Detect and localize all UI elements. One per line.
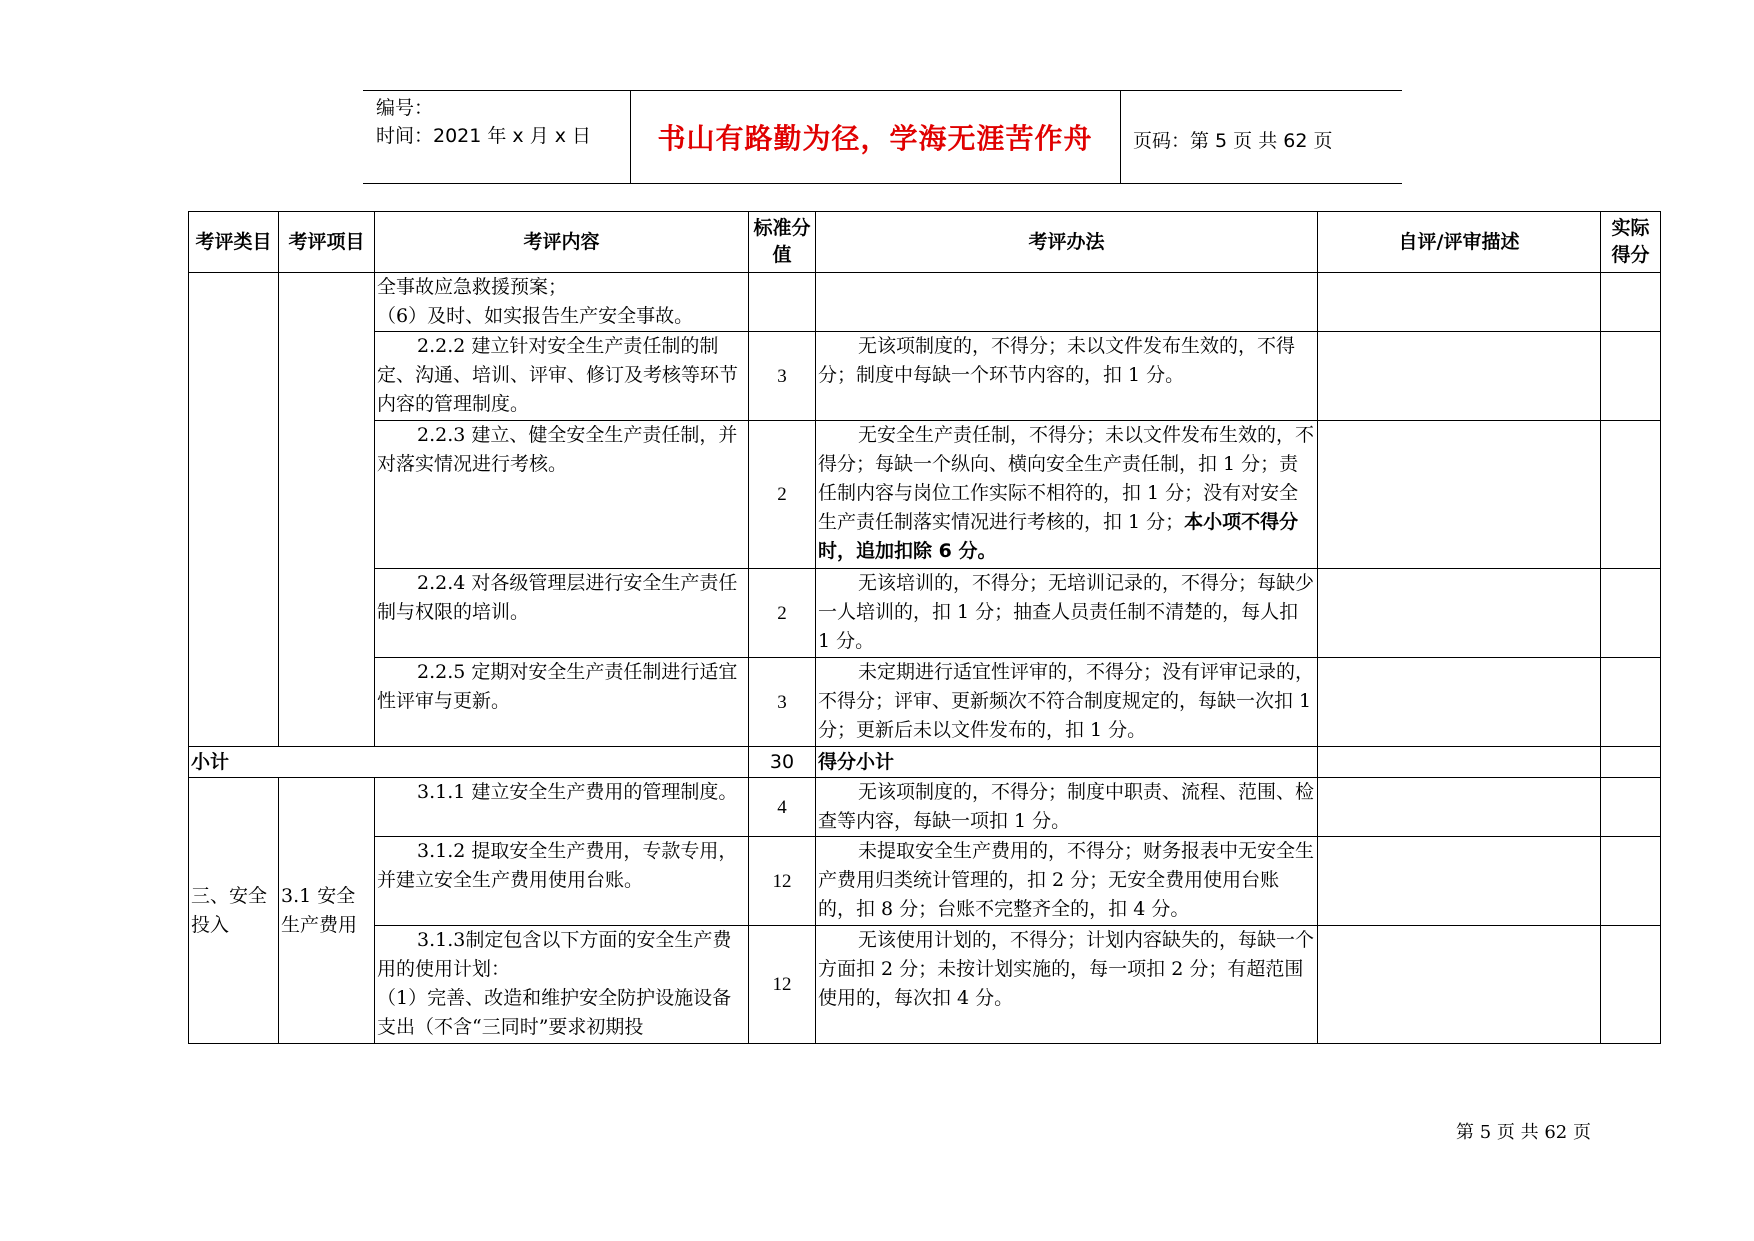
- header-bottom-rule: [363, 183, 1402, 184]
- item-cell: [279, 273, 375, 747]
- content-cell: [375, 273, 749, 332]
- content-cell: [375, 837, 749, 926]
- score-cell: 12: [749, 837, 816, 926]
- score-cell: 2: [749, 421, 816, 569]
- self-eval-cell: [1318, 926, 1601, 1044]
- category-cell: [189, 273, 279, 747]
- score-cell: [749, 273, 816, 332]
- method-text: 无安全生产责任制，不得分；未以文件发布生效的，不得分；每缺一个纵向、横向安全生产责任制，扣 1 分；责任制内容与岗位工作实际不相符的，扣 1 分；没有对安全生产责任制落实情况进行考核的，扣 1 分；: [818, 424, 1315, 533]
- method-cell: [816, 569, 1318, 658]
- subtotal-method: 得分小计: [816, 747, 1318, 778]
- method-cell: [816, 332, 1318, 421]
- table-row: [189, 569, 1661, 658]
- header-motto: 书山有路勤为径，学海无涯苦作舟: [657, 122, 1093, 155]
- content-cell: [375, 778, 749, 837]
- self-eval-cell: [1318, 837, 1601, 926]
- method-cell: [816, 778, 1318, 837]
- content-cell: [375, 332, 749, 421]
- actual-score-cell: [1601, 837, 1661, 926]
- actual-score-cell: [1601, 778, 1661, 837]
- subtotal-label: 小计: [189, 747, 749, 778]
- content-text: 3.1.1 建立安全生产费用的管理制度。: [417, 781, 738, 803]
- method-cell: [816, 273, 1318, 332]
- content-text: 3.1.3制定包含以下方面的安全生产费用的使用计划：: [377, 929, 732, 980]
- header-page-code: 页码：第 5 页 共 62 页: [1133, 130, 1333, 152]
- table-row: [189, 421, 1661, 569]
- method-cell: [816, 926, 1318, 1044]
- score-cell: 3: [749, 332, 816, 421]
- score-cell: 2: [749, 569, 816, 658]
- col-header-self-eval: 自评/评审描述: [1318, 212, 1601, 273]
- col-header-item: 考评项目: [279, 212, 375, 273]
- content-text: 2.2.2 建立针对安全生产责任制的制定、沟通、培训、评审、修订及考核等环节内容的管理制度。: [377, 335, 739, 415]
- content-text: 3.1.2 提取安全生产费用，专款专用，并建立安全生产费用使用台账。: [377, 840, 738, 891]
- method-cell: [816, 658, 1318, 747]
- table-row: [189, 837, 1661, 926]
- col-header-actual: 实际得分: [1601, 212, 1661, 273]
- table-row: [189, 926, 1661, 1044]
- method-text: 无该培训的，不得分；无培训记录的，不得分；每缺少一人培训的，扣 1 分；抽查人员责任制不清楚的，每人扣 1 分。: [818, 572, 1315, 652]
- actual-score-cell: [1601, 569, 1661, 658]
- score-cell: 3: [749, 658, 816, 747]
- table-row: [189, 273, 1661, 332]
- content-line: 全事故应急救援预案；: [377, 276, 568, 298]
- self-eval-cell: [1318, 747, 1601, 778]
- subtotal-row: [189, 747, 1661, 778]
- table-row: [189, 332, 1661, 421]
- content-cell: [375, 658, 749, 747]
- document-number-label: 编号：: [376, 97, 434, 119]
- col-header-score: 标准分值: [749, 212, 816, 273]
- actual-score-cell: [1601, 926, 1661, 1044]
- col-header-content: 考评内容: [375, 212, 749, 273]
- table-row: [189, 658, 1661, 747]
- self-eval-cell: [1318, 332, 1601, 421]
- item-cell: 3.1 安全生产费用: [279, 778, 375, 1044]
- method-cell: [816, 837, 1318, 926]
- score-cell: 12: [749, 926, 816, 1044]
- content-cell: [375, 926, 749, 1044]
- content-text: 2.2.4 对各级管理层进行安全生产责任制与权限的培训。: [377, 572, 738, 623]
- method-bold-text: 本小项不得分时，追加扣除 6 分。: [818, 511, 1299, 562]
- self-eval-cell: [1318, 569, 1601, 658]
- method-text: 无该项制度的，不得分；未以文件发布生效的，不得分；制度中每缺一个环节内容的，扣 1 分。: [818, 335, 1296, 386]
- content-text: 2.2.3 建立、健全安全生产责任制，并对落实情况进行考核。: [377, 424, 738, 475]
- content-cell: [375, 421, 749, 569]
- method-text: 未提取安全生产费用的，不得分；财务报表中无安全生产费用归类统计管理的，扣 2 分；无安全费用使用台账的，扣 8 分；台账不完整齐全的，扣 4 分。: [818, 840, 1315, 920]
- page-footer: 第 5 页 共 62 页: [1456, 1122, 1591, 1143]
- method-text: 未定期进行适宜性评审的，不得分；没有评审记录的，不得分；评审、更新频次不符合制度规定的，每缺一次扣 1 分；更新后未以文件发布的，扣 1 分。: [818, 661, 1315, 741]
- content-cell: [375, 569, 749, 658]
- evaluation-table: [188, 211, 1661, 1044]
- table-row: [189, 778, 1661, 837]
- method-text: 无该项制度的，不得分；制度中职责、流程、范围、检查等内容，每缺一项扣 1 分。: [818, 781, 1315, 832]
- content-text: 2.2.5 定期对安全生产责任制进行适宜性评审与更新。: [377, 661, 738, 712]
- method-text: 无该使用计划的，不得分；计划内容缺失的，每缺一个方面扣 2 分；未按计划实施的，每一项扣 2 分；有超范围使用的，每次扣 4 分。: [818, 929, 1315, 1009]
- col-header-method: 考评办法: [816, 212, 1318, 273]
- header-divider-right: [1120, 90, 1121, 183]
- self-eval-cell: [1318, 421, 1601, 569]
- content-line: （1）完善、改造和维护安全防护设施设备支出（不含“三同时”要求初期投: [377, 987, 732, 1038]
- actual-score-cell: [1601, 421, 1661, 569]
- col-header-category: 考评类目: [189, 212, 279, 273]
- category-cell: 三、安全投入: [189, 778, 279, 1044]
- self-eval-cell: [1318, 273, 1601, 332]
- self-eval-cell: [1318, 778, 1601, 837]
- header-top-rule: [363, 90, 1402, 91]
- content-line: （6）及时、如实报告生产安全事故。: [377, 305, 694, 327]
- self-eval-cell: [1318, 658, 1601, 747]
- actual-score-cell: [1601, 273, 1661, 332]
- method-cell: [816, 421, 1318, 569]
- subtotal-score: 30: [749, 747, 816, 778]
- actual-score-cell: [1601, 747, 1661, 778]
- document-date: 时间：2021 年 x 月 x 日: [376, 125, 592, 147]
- actual-score-cell: [1601, 658, 1661, 747]
- actual-score-cell: [1601, 332, 1661, 421]
- table-header-row: [189, 212, 1661, 273]
- score-cell: 4: [749, 778, 816, 837]
